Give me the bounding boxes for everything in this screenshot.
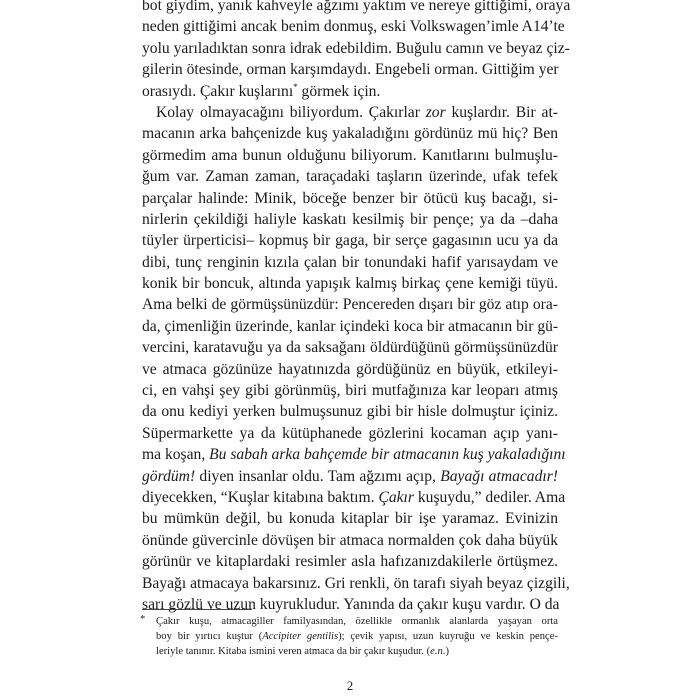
- text-segment: parçalar halinde: Minik, böceğe benzer bir ötücü kuş bacağı, si-: [142, 189, 558, 207]
- text-line: [142, 102, 558, 123]
- text-segment: görmek için.: [297, 82, 381, 100]
- text-segment: da onu kediyi yerken bulmuşsunuz gibi bir hisle dolmuştur içiniz.: [142, 403, 558, 421]
- text-segment: ); çevik yapısı, uzun kuyruğu ve keskin pençe-: [338, 631, 558, 643]
- italic-text: Çakır: [378, 488, 414, 506]
- text-segment: Ama belki de görmüşsünüzdür: Pencereden dışarı bir göz atıp ora-: [142, 296, 558, 314]
- text-segment: Çakır kuşu, atmacagiller familyasından, özellikle ormanlık alanlarda yaşayan orta: [156, 616, 558, 627]
- text-line: [142, 487, 566, 508]
- footnote-mark: *: [140, 614, 146, 625]
- text-segment: yolu yarıladıktan sonra idrak edebildim. Buğulu camın ve beyaz çiz-: [142, 39, 570, 57]
- text-segment: vercini, karatavuğu ya da saksağanı öldürdüğünü görmüşsünüzdür: [142, 339, 558, 357]
- text-line: [142, 423, 558, 444]
- text-line: [142, 294, 558, 315]
- body-text: [142, 0, 571, 615]
- text-segment: tüyler ürperticisi– kopmuş bir gaga, bir serçe gagasının ucu ya da: [142, 232, 558, 250]
- text-line: [142, 508, 558, 529]
- text-segment: Bayağı atmacaya bakarsınız. Gri renkli, ön tarafı siyah beyaz çizgili,: [142, 574, 570, 592]
- text-line: [142, 81, 558, 102]
- text-segment: ve atmaca gözünüze hayatınızda gördüğünüz en büyük, etkileyi-: [142, 360, 558, 378]
- footnote-rule: [142, 609, 252, 610]
- text-line: [142, 123, 558, 144]
- text-segment: dibi, tunç renginin kızıla çalan bir tonundaki hafif yarısaydam ve: [142, 253, 558, 271]
- text-line: [142, 209, 558, 230]
- italic-text: Bu sabah arka bahçemde bir atmacanın kuş yakaladığını: [209, 446, 566, 464]
- text-line: [142, 0, 571, 16]
- text-segment: görünür ve kitaplardaki resimler asla hafızanızdakilerle örtüşmez.: [142, 553, 558, 571]
- text-line: [142, 273, 558, 294]
- text-segment: leriyle tanınır. Kitaba ismini veren atmaca da bir çakır kuşudur. (: [156, 646, 431, 658]
- text-segment: boy bir yırtıcı kuştur (: [156, 631, 263, 643]
- footnote-line: [142, 644, 558, 659]
- text-segment: orasıydı. Çakır kuşlarını: [142, 82, 294, 100]
- text-line: [142, 380, 558, 401]
- italic-text: zor: [425, 103, 446, 121]
- text-line: [142, 594, 558, 615]
- text-segment: diyecekken, “Kuşlar kitabına baktım.: [142, 488, 379, 506]
- text-line: [142, 401, 558, 422]
- text-line: [142, 444, 566, 465]
- text-line: [142, 188, 558, 209]
- text-line: [142, 59, 558, 80]
- text-segment: Süpermarkette ya da kütüphanede gözlerini kocaman açıp yanı-: [142, 424, 558, 442]
- italic-text: Bayağı atmacadır!: [440, 467, 558, 485]
- text-segment: neden gittiğimi ancak benim donmuş, eski Volkswagen’imle A14’te: [142, 18, 565, 36]
- italic-text: Accipiter gentilis: [262, 631, 339, 643]
- text-line: [142, 466, 558, 487]
- text-line: [142, 530, 558, 551]
- text-line: [142, 166, 558, 187]
- text-segment: ): [445, 646, 449, 658]
- footnote-line: [142, 614, 558, 629]
- footnote-marker: *: [293, 81, 298, 92]
- text-segment: konik bir boncuk, altında yapışık kalmış birkaç çene kemiği tüyü.: [142, 275, 558, 293]
- text-line: [142, 359, 558, 380]
- text-line: [142, 337, 558, 358]
- text-segment: sarı gözlü ve uzun kuyrukludur. Yanında da çakır kuşu vardır. O da: [142, 595, 560, 613]
- text-segment: bu mümkün değil, bu konuda kitaplar bir işe yaramaz. Evinizin: [142, 510, 558, 528]
- text-segment: kuşlardır. Bir at-: [445, 103, 558, 121]
- text-line: [142, 316, 558, 337]
- text-line: [142, 38, 570, 59]
- text-line: [142, 573, 570, 594]
- footnote: [142, 614, 558, 660]
- text-segment: görmedim ama bunun olduğunu biliyorum. Kanıtlarını bulmuşlu-: [142, 146, 558, 164]
- text-segment: macanın arka bahçenizde kuş yakaladığını gördünüz mü hiç? Ben: [142, 125, 558, 143]
- text-line: [142, 145, 558, 166]
- text-line: [142, 252, 558, 273]
- italic-text: e.n.: [430, 646, 446, 658]
- text-segment: önünde güvercinle dövüşen bir atmaca normalden çok daha büyük: [142, 531, 558, 549]
- text-line: [142, 230, 558, 251]
- italic-text: gördüm!: [142, 467, 196, 485]
- text-segment: Kolay olmayacağını biliyordum. Çakırlar: [156, 103, 426, 121]
- text-segment: ğum var. Zaman zaman, taraçadaki taşların üzerinde, ufak tefek: [142, 168, 558, 186]
- text-segment: ma koşan,: [142, 446, 210, 464]
- footnote-line: [142, 629, 558, 644]
- text-line: [142, 16, 565, 37]
- text-segment: da, çimenliğin üzerinde, kanlar içindeki koca bir atmacanın bir gü-: [142, 317, 559, 335]
- text-segment: diyen insanlar oldu. Tam ağzımı açıp,: [195, 467, 441, 485]
- page-number: 2: [346, 678, 354, 693]
- text-line: [142, 551, 558, 572]
- text-segment: nirlerin çekildiği haliyle kaskatı kesilmiş bir pençe; ya da –daha: [142, 210, 558, 228]
- text-segment: bot giydim, yanık kahveyle ağzımı yaktım ve nereye gittiğimi, oraya: [142, 0, 571, 14]
- text-segment: kuşuydu,” dediler. Ama: [413, 488, 566, 506]
- text-segment: ci, en vahşi şey gibi görünmüş, biri mutfağınıza kar leoparı atmış: [142, 382, 558, 400]
- text-segment: gilerin ötesinde, orman karşımdaydı. Engebeli orman. Gittiğim yer: [142, 61, 559, 79]
